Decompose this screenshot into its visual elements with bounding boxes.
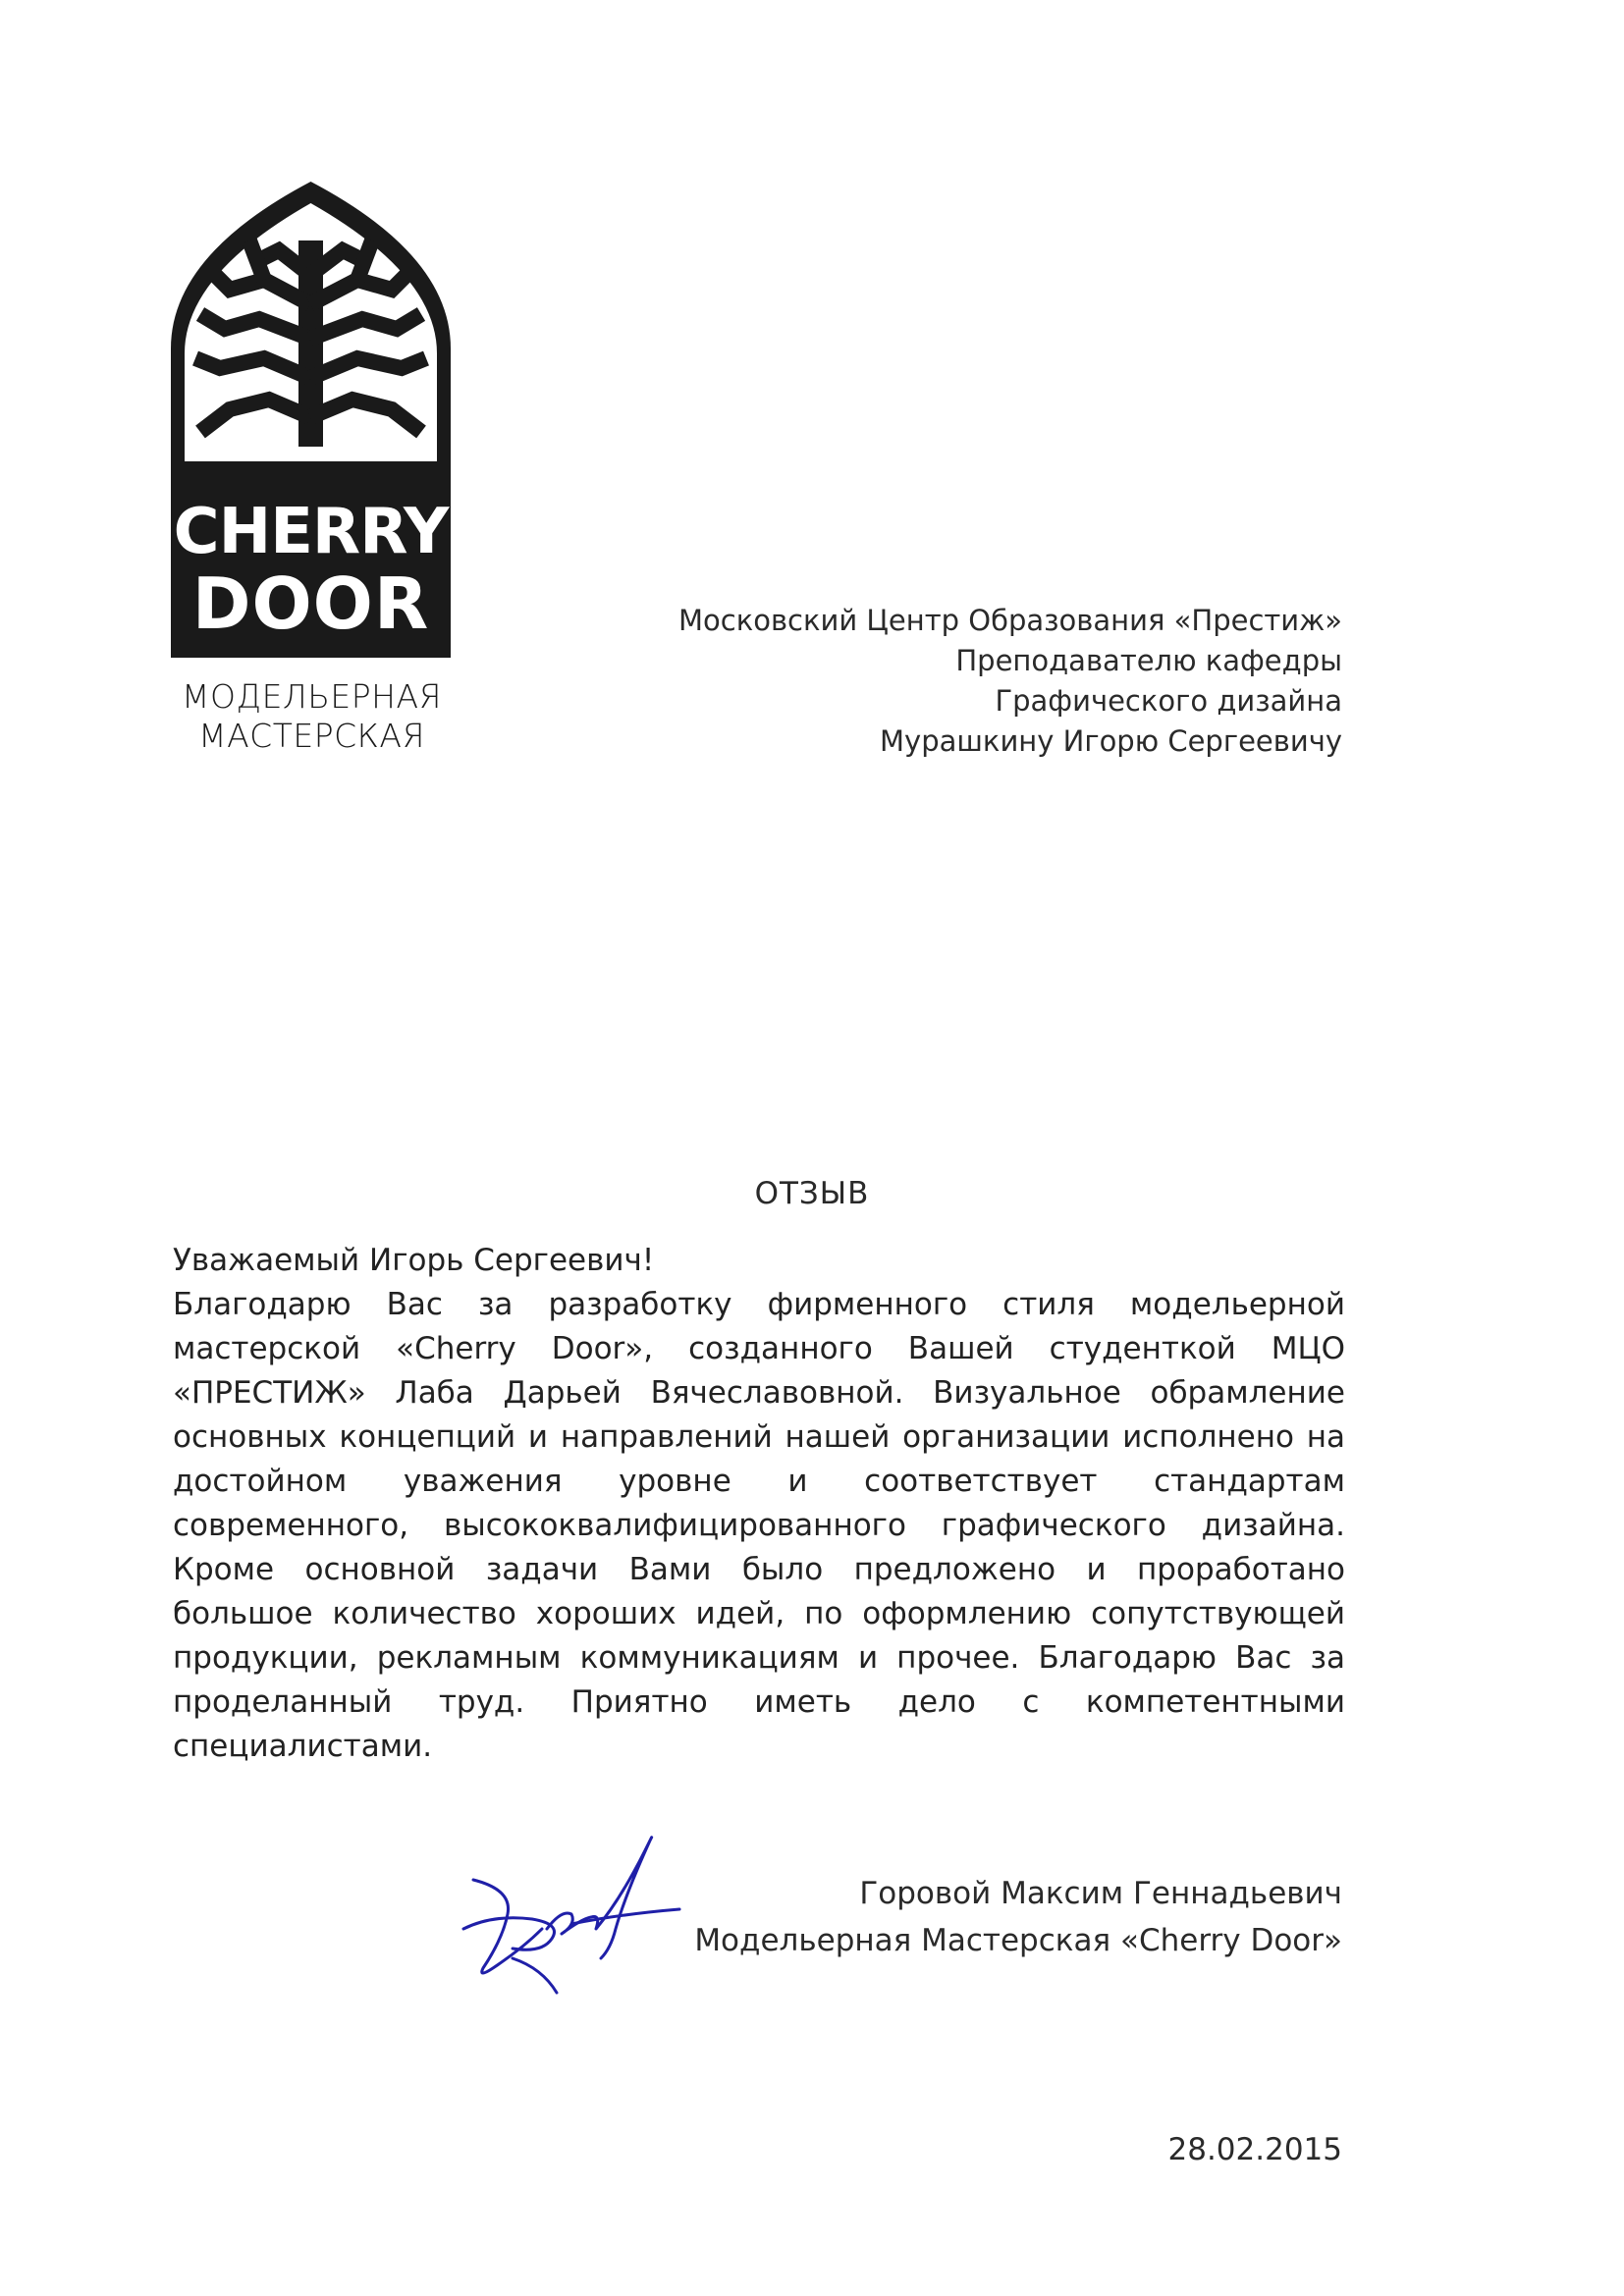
letter-date: 28.02.2015 <box>1167 2132 1342 2167</box>
signer-block <box>557 1870 1342 1964</box>
addressee-line3: Графического дизайна <box>995 684 1342 718</box>
tree-arch-logo-icon <box>171 182 451 658</box>
signer-organization: Модельерная Мастерская «Cherry Door» <box>694 1923 1342 1958</box>
addressee-line2: Преподавателю кафедры <box>955 644 1342 677</box>
letter-body <box>173 1239 1345 1769</box>
addressee-block <box>459 601 1342 762</box>
cherry-door-logo <box>171 182 451 658</box>
logo-subtitle-line1: МОДЕЛЬЕРНАЯ <box>182 677 442 716</box>
logo-subtitle-line2: МАСТЕРСКАЯ <box>198 717 425 755</box>
addressee-line4: Мурашкину Игорю Сергеевичу <box>880 724 1342 758</box>
document-title: ОТЗЫВ <box>754 1176 870 1211</box>
logo-subtitle <box>128 677 496 756</box>
signer-name: Горовой Максим Геннадьевич <box>859 1876 1342 1911</box>
greeting: Уважаемый Игорь Сергеевич! <box>173 1243 655 1278</box>
addressee-line1: Московский Центр Образования «Престиж» <box>677 604 1342 637</box>
body-paragraph: Благодарю Вас за разработку фирменного стиля модельерной мастерской «Cherry Door», созданного Вашей студенткой МЦО «ПРЕСТИЖ» Лаба Дарьей Вячеславовной. Визуальное обрамление основных концепций и направлений нашей организации исполнено на достойном уважения уровне и соответствует стандартам современного, высококвалифицированного графического дизайна. Кроме основной задачи Вами было предложено и проработано большое количество хороших идей, по оформлению сопутствующей продукции, рекламным коммуникациям и прочее. Благодарю Вас за проделанный труд. Приятно иметь дело с компетентными специалистами. <box>173 1287 1345 1764</box>
logo-brand-line1: CHERRY <box>173 496 449 568</box>
logo-brand-line2: DOOR <box>191 562 430 645</box>
